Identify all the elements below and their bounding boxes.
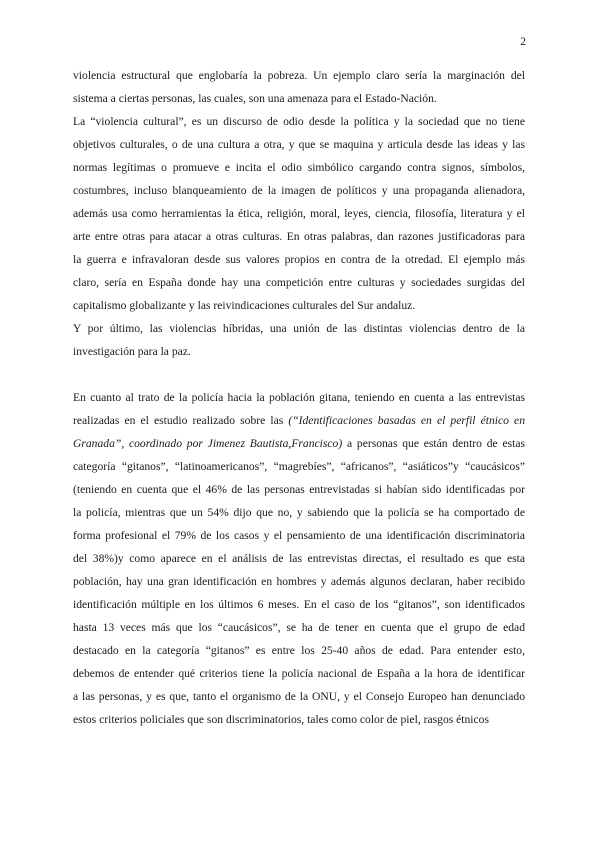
text-line (73, 414, 525, 428)
text-line (73, 92, 525, 106)
text-segment: violencia estructural que englobaría la pobreza. Un ejemplo claro sería la marginación del (73, 69, 525, 82)
text-segment: a personas que están dentro de estas (342, 437, 525, 450)
italic-citation: Granada”, coordinado por Jimenez Bautista,Francisco) (73, 437, 343, 450)
text-segment: a las personas, y es que, tanto el organismo de la ONU, y el Consejo Europeo han denunciado (73, 690, 525, 703)
text-line (73, 621, 525, 635)
text-segment: En cuanto al trato de la policía hacia la población gitana, teniendo en cuenta a las entrevistas (73, 391, 525, 404)
text-segment: además usa como herramientas la ética, religión, moral, leyes, ciencia, filosofía, literatura y el (73, 207, 525, 220)
text-line (73, 276, 525, 290)
text-line (73, 529, 525, 543)
text-line (73, 391, 525, 405)
text-segment: claro, sería en España donde hay una competición entre culturas y sociedades surgidas del (73, 276, 525, 289)
text-segment: La “violencia cultural”, es un discurso de odio desde la política y la sociedad que no tiene (73, 115, 525, 128)
text-segment: categoría “gitanos”, “latinoamericanos”, “magrebíes”, “africanos”, “asiáticos”y “caucásicos” (73, 460, 525, 473)
text-line (73, 69, 525, 83)
text-segment: capitalismo globalizante y las reivindicaciones culturales del Sur andaluz. (73, 299, 416, 312)
text-line (73, 437, 525, 451)
text-line (73, 230, 525, 244)
text-line (73, 552, 525, 566)
text-segment: población, hay una gran identificación en hombres y además algunos declaran, haber recibido (73, 575, 525, 588)
text-segment: del 38%)y como aparece en el análisis de las entrevistas directas, el resultado es que esta (73, 552, 525, 565)
page-number: 2 (520, 36, 526, 48)
text-line (73, 184, 525, 198)
text-line (73, 667, 525, 681)
text-line (73, 506, 525, 520)
text-segment: la guerra e infravaloran desde sus valores propios en contra de la otredad. El ejemplo más (73, 253, 525, 266)
text-line (73, 322, 525, 336)
text-segment: sistema a ciertas personas, las cuales, son una amenaza para el Estado-Nación. (73, 92, 437, 105)
text-segment: la policía, mientras que un 54% dijo que no, y sabiendo que la policía se ha comportado de (73, 506, 525, 519)
text-line (73, 161, 525, 175)
text-line (73, 460, 525, 474)
text-line (73, 598, 525, 612)
text-segment: costumbres, incluso blanqueamiento de la imagen de políticos y una propaganda alienadora, (73, 184, 525, 197)
text-line (73, 690, 525, 704)
text-segment: (teniendo en cuenta que el 46% de las personas entrevistadas si habían sido identificadas por (73, 483, 525, 496)
text-line (73, 138, 525, 152)
text-line (73, 575, 525, 589)
text-line (73, 253, 525, 267)
text-segment: hasta 13 veces más que los “caucásicos”, se ha de tener en cuenta que el grupo de edad (73, 621, 525, 634)
text-line (73, 115, 525, 129)
text-line (73, 299, 525, 313)
text-segment: Y por último, las violencias híbridas, una unión de las distintas violencias dentro de la (73, 322, 525, 335)
text-segment: debemos de entender qué criterios tiene la policía nacional de España a la hora de identificar (73, 667, 525, 680)
text-line (73, 345, 525, 359)
text-line (73, 644, 525, 658)
text-segment: realizadas en el estudio realizado sobre las (73, 414, 289, 427)
text-segment: forma profesional el 79% de los casos y el pensamiento de una identificación discriminatoria (73, 529, 525, 542)
text-segment: identificación múltiple en los últimos 6 meses. En el caso de los “gitanos”, son identificados (73, 598, 525, 611)
text-line (73, 713, 525, 727)
text-segment: objetivos culturales, o de una cultura a otra, y que se maquina y articula desde las ideas y las (73, 138, 525, 151)
text-segment: destacado en la categoría “gitanos” es entre los 25-40 años de edad. Para entender esto, (73, 644, 525, 657)
text-segment: estos criterios policiales que son discriminatorios, tales como color de piel, rasgos étnicos (73, 713, 489, 726)
text-segment: arte entre otras para atacar a otras culturas. En otras palabras, dan razones justificadoras para (73, 230, 525, 243)
italic-citation: (“Identificaciones basadas en el perfil étnico en (288, 414, 525, 427)
text-line (73, 207, 525, 221)
text-segment: investigación para la paz. (73, 345, 191, 358)
text-line (73, 483, 525, 497)
text-segment: normas legítimas o promueve e incita el odio simbólico cargando contra signos, símbolos, (73, 161, 525, 174)
